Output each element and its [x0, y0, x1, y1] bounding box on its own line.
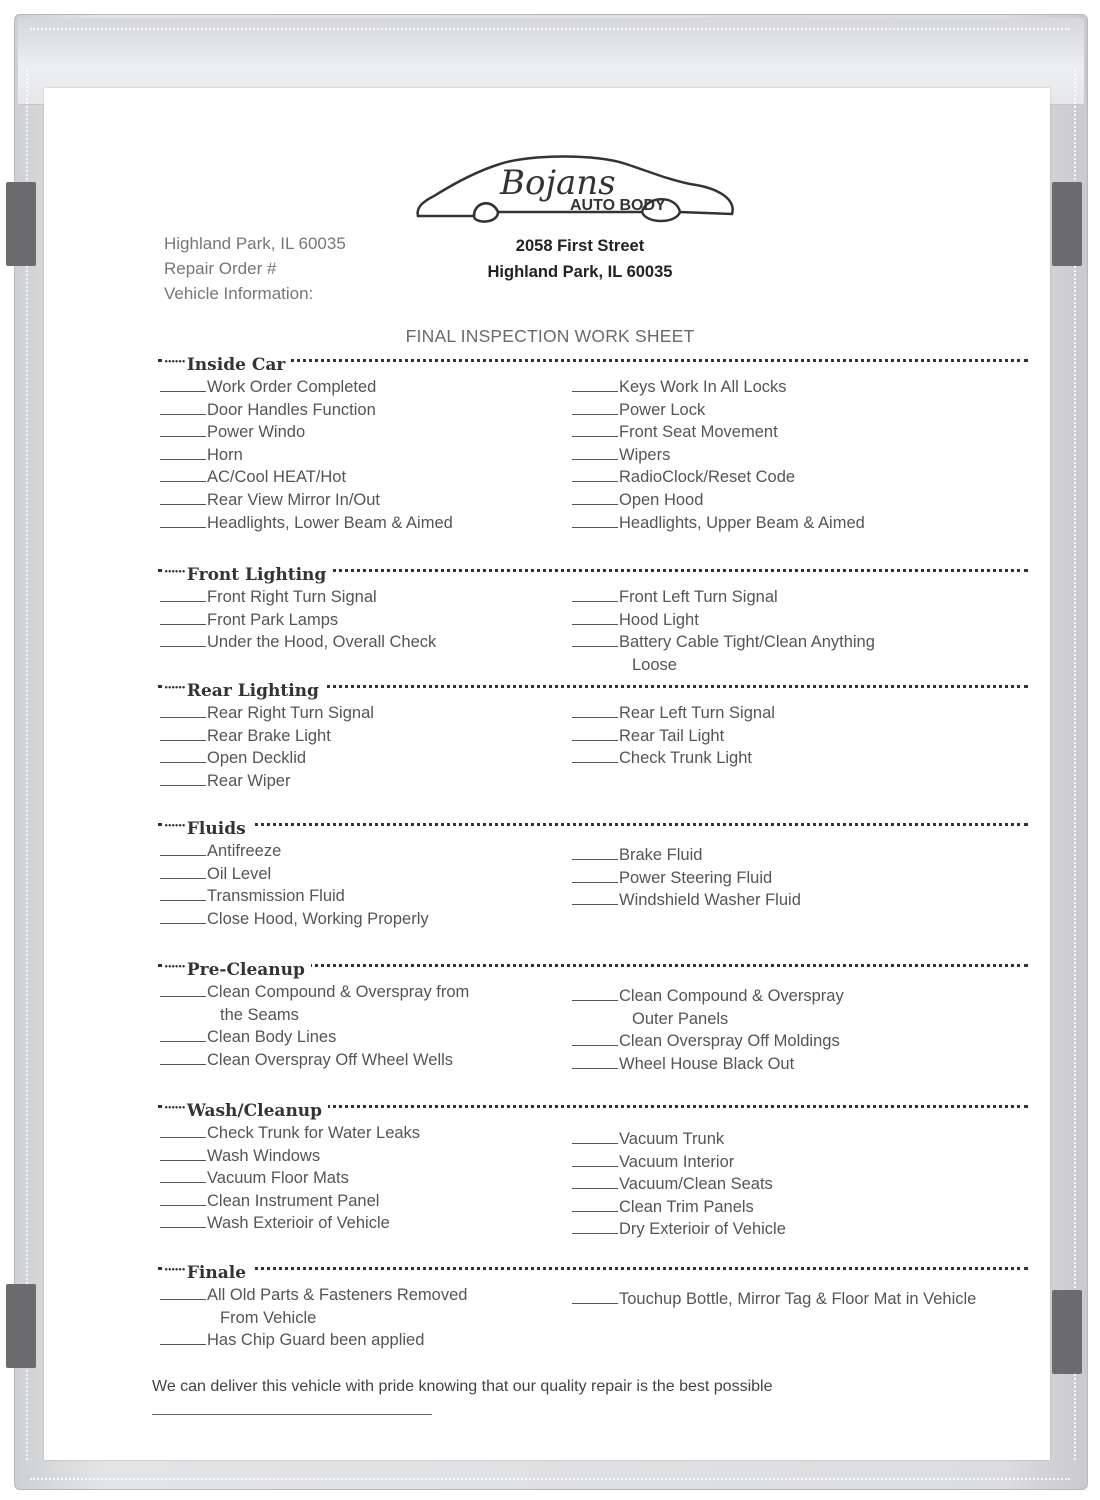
checklist-item-label: Rear Left Turn Signal: [619, 704, 775, 722]
magnet-strip-top-right: [1052, 182, 1082, 266]
checklist-item: [160, 725, 600, 748]
checklist-item-continuation: [160, 1307, 600, 1330]
checkbox-blank-line[interactable]: [160, 887, 206, 901]
checklist-item-label: Door Handles Function: [207, 400, 376, 419]
left-column: [160, 702, 600, 792]
checkbox-blank-line[interactable]: [572, 987, 618, 1001]
left-column: [160, 1122, 600, 1235]
checkbox-blank-line[interactable]: [572, 378, 618, 392]
checklist-item: [572, 1151, 1012, 1174]
checklist-item: [572, 444, 1012, 467]
checklist-item-label: Transmission Fluid: [207, 887, 345, 906]
checklist-item-label: From Vehicle: [220, 1308, 317, 1327]
checklist-item-label: Clean Compound & Overspray: [619, 987, 844, 1005]
checklist-item-label: Clean Instrument Panel: [207, 1191, 380, 1210]
checklist-item: [160, 1122, 600, 1145]
pride-statement: We can deliver this vehicle with pride knowing that our quality repair is the best possible: [152, 1378, 773, 1395]
right-column: [572, 376, 1012, 534]
left-column: [160, 1284, 600, 1352]
checklist-item: [572, 421, 1012, 444]
sleeve-stitch-top: [30, 28, 1070, 30]
checklist-item: [572, 609, 1012, 632]
checklist-item-label: RadioClock/Reset Code: [619, 468, 796, 487]
checklist-item: [160, 586, 600, 609]
checklist-item: [160, 885, 600, 908]
checklist-item-continuation: [160, 1004, 600, 1027]
section-title: •••••• Fluids: [162, 816, 252, 839]
right-column: [572, 586, 1012, 676]
street-address: 2058 First Street: [515, 237, 645, 255]
checklist-item: [160, 1145, 600, 1168]
checklist-item-label: Clean Overspray Off Moldings: [619, 1032, 840, 1051]
right-column: [572, 1128, 1012, 1241]
city-state-zip: Highland Park, IL 60035: [164, 234, 346, 253]
checklist-item: [160, 1026, 600, 1049]
left-column: [160, 586, 600, 654]
checklist-item-label: Battery Cable Tight/Clean Anything: [619, 633, 875, 652]
sheet-title: FINAL INSPECTION WORK SHEET: [405, 326, 695, 346]
checkbox-blank-line[interactable]: [160, 1147, 206, 1161]
checkbox-blank-line[interactable]: [160, 1051, 206, 1065]
checkbox-blank-line[interactable]: [160, 468, 206, 482]
checklist-item-label: Loose: [632, 655, 677, 674]
checklist-item-label: Rear Brake Light: [207, 726, 331, 745]
checklist-item-label: Clean Trim Panels: [619, 1197, 754, 1216]
checklist-item-label: Front Park Lamps: [207, 610, 339, 629]
checklist-item-label: Antifreeze: [207, 842, 282, 860]
checkbox-blank-line[interactable]: [572, 1130, 618, 1144]
checkbox-blank-line[interactable]: [160, 727, 206, 741]
checklist-item: [572, 489, 1012, 512]
checklist-item: [160, 1212, 600, 1235]
checkbox-blank-line[interactable]: [160, 1331, 206, 1345]
sleeve-stitch-left: [26, 70, 28, 1460]
checklist-item-label: Hood Light: [619, 610, 699, 629]
section-fluids: [158, 816, 1028, 928]
checkbox-blank-line[interactable]: [160, 611, 206, 625]
checkbox-blank-line[interactable]: [160, 749, 206, 763]
checklist-item-label: Clean Compound & Overspray from: [207, 983, 470, 1001]
checklist-item: [160, 399, 600, 422]
checklist-item-label: Has Chip Guard been applied: [207, 1331, 425, 1350]
section-wash-cleanup: [158, 1098, 1028, 1239]
repair-order-label: Repair Order #: [164, 259, 277, 278]
checkbox-blank-line[interactable]: [160, 1028, 206, 1042]
checklist-item: [160, 747, 600, 770]
checklist-item-label: All Old Parts & Fasteners Removed: [207, 1286, 468, 1304]
checklist-item: [160, 981, 600, 1004]
checklist-item-label: Vacuum Interior: [619, 1152, 735, 1171]
checklist-item: [572, 399, 1012, 422]
checkbox-blank-line[interactable]: [572, 423, 618, 437]
checklist-item: [160, 631, 600, 654]
checklist-item-label: Rear Right Turn Signal: [207, 704, 374, 722]
checkbox-blank-line[interactable]: [160, 1286, 206, 1300]
checklist-item: [160, 466, 600, 489]
city-address: Highland Park, IL 60035: [487, 263, 673, 281]
checklist-item: [572, 1288, 1012, 1311]
checklist-item-label: Touchup Bottle, Mirror Tag & Floor Mat in Vehicle: [619, 1290, 977, 1308]
checklist-item-label: Windshield Washer Fluid: [619, 891, 801, 910]
sleeve-stitch-right: [1074, 70, 1076, 1460]
checkbox-blank-line[interactable]: [160, 378, 206, 392]
section-pre-cleanup: [158, 957, 1028, 1073]
checklist-item: [572, 1128, 1012, 1151]
checklist-item-label: Vacuum/Clean Seats: [619, 1175, 773, 1194]
checklist-item: [160, 609, 600, 632]
checkbox-blank-line[interactable]: [572, 1032, 618, 1046]
checklist-item: [160, 702, 600, 725]
checklist-item-label: Vacuum Trunk: [619, 1130, 725, 1148]
checklist-item-label: Dry Exterioir of Vehicle: [619, 1220, 786, 1239]
right-column: [572, 1288, 1012, 1311]
checklist-item-label: Clean Body Lines: [207, 1028, 337, 1047]
checklist-item-label: Brake Fluid: [619, 846, 703, 864]
checkbox-blank-line[interactable]: [572, 704, 618, 718]
checkbox-blank-line[interactable]: [572, 514, 618, 528]
checklist-item-continuation: [572, 1008, 1012, 1031]
checklist-item-label: Wipers: [619, 445, 671, 464]
checklist-item: [572, 376, 1012, 399]
checklist-item: [572, 889, 1012, 912]
checklist-item-label: Front Right Turn Signal: [207, 588, 377, 606]
checklist-item: [572, 844, 1012, 867]
checkbox-blank-line[interactable]: [572, 1220, 618, 1234]
checkbox-blank-line[interactable]: [572, 401, 618, 415]
checklist-item: [160, 1190, 600, 1213]
checklist-item-label: Rear Wiper: [207, 771, 291, 790]
checkbox-blank-line[interactable]: [572, 1153, 618, 1167]
section-header: [158, 1260, 1028, 1282]
checklist-item: [572, 747, 1012, 770]
checkbox-blank-line[interactable]: [160, 423, 206, 437]
checklist-item: [160, 1049, 600, 1072]
bojans-auto-body-logo: [414, 152, 740, 226]
section-header: [158, 678, 1028, 700]
checklist-item-label: Rear View Mirror In/Out: [207, 490, 380, 509]
checkbox-blank-line[interactable]: [572, 1055, 618, 1069]
checklist-item-label: Open Hood: [619, 490, 704, 509]
section-title: •••••• Wash/Cleanup: [162, 1098, 328, 1121]
checklist-item: [160, 444, 600, 467]
section-header: [158, 957, 1028, 979]
section-inside-car: [158, 352, 1028, 532]
checkbox-blank-line[interactable]: [572, 869, 618, 883]
checkbox-blank-line[interactable]: [160, 704, 206, 718]
checklist-item-label: Wash Exterioir of Vehicle: [207, 1214, 390, 1233]
checkbox-blank-line[interactable]: [160, 446, 206, 460]
checklist-item-label: Front Left Turn Signal: [619, 588, 778, 606]
checklist-item: [160, 376, 600, 399]
magnet-strip-top-left: [6, 182, 36, 266]
checklist-item-label: Check Trunk for Water Leaks: [207, 1124, 421, 1142]
section-header: [158, 1098, 1028, 1120]
checklist-item-label: Headlights, Upper Beam & Aimed: [619, 513, 865, 532]
checklist-item-label: Wash Windows: [207, 1146, 321, 1165]
checklist-item-label: Power Windo: [207, 423, 306, 442]
checklist-item-label: Keys Work In All Locks: [619, 378, 787, 396]
checklist-item-label: Power Lock: [619, 400, 706, 419]
checklist-item: [572, 512, 1012, 535]
checklist-item: [572, 1053, 1012, 1076]
checklist-item: [572, 725, 1012, 748]
checkbox-blank-line[interactable]: [160, 514, 206, 528]
checklist-item: [160, 421, 600, 444]
checklist-item: [572, 1173, 1012, 1196]
checklist-item: [572, 1030, 1012, 1053]
checklist-item-continuation: [572, 654, 1012, 677]
checklist-item-label: Front Seat Movement: [619, 423, 778, 442]
checkbox-blank-line[interactable]: [572, 749, 618, 763]
section-title: •••••• Inside Car: [162, 352, 291, 375]
shop-address: [440, 233, 720, 285]
section-header: [158, 562, 1028, 584]
checkbox-blank-line[interactable]: [572, 611, 618, 625]
dotted-rule: [158, 1267, 1028, 1270]
checklist-item: [572, 586, 1012, 609]
sleeve-stitch-bottom: [30, 1478, 1070, 1480]
checklist-item: [572, 867, 1012, 890]
checklist-item-label: Work Order Completed: [207, 378, 377, 396]
checkbox-blank-line[interactable]: [572, 588, 618, 602]
checkbox-blank-line[interactable]: [160, 1124, 206, 1138]
right-column: [572, 985, 1012, 1075]
logo-name: Bojans: [500, 163, 616, 203]
checkbox-blank-line[interactable]: [160, 983, 206, 997]
checklist-item: [572, 985, 1012, 1008]
left-column: [160, 840, 600, 930]
checklist-item: [572, 1218, 1012, 1241]
dotted-rule: [158, 823, 1028, 826]
checkbox-blank-line[interactable]: [160, 910, 206, 924]
section-header: [158, 352, 1028, 374]
checklist-item: [160, 1284, 600, 1307]
checkbox-blank-line[interactable]: [160, 842, 206, 856]
section-header: [158, 816, 1028, 838]
checklist-item: [572, 1196, 1012, 1219]
magnet-strip-bottom-right: [1052, 1290, 1082, 1374]
checkbox-blank-line[interactable]: [160, 772, 206, 786]
checkbox-blank-line[interactable]: [572, 468, 618, 482]
checklist-item-label: Vacuum Floor Mats: [207, 1169, 349, 1188]
checklist-item-label: Close Hood, Working Properly: [207, 909, 429, 928]
checklist-item-label: Wheel House Black Out: [619, 1054, 795, 1073]
checklist-item-label: Headlights, Lower Beam & Aimed: [207, 513, 453, 532]
checklist-item-label: AC/Cool HEAT/Hot: [207, 468, 347, 487]
checkbox-blank-line[interactable]: [572, 891, 618, 905]
checkbox-blank-line[interactable]: [572, 846, 618, 860]
checkbox-blank-line[interactable]: [572, 1198, 618, 1212]
checklist-item: [160, 1329, 600, 1352]
checklist-item: [160, 863, 600, 886]
right-column: [572, 844, 1012, 912]
checkbox-blank-line[interactable]: [572, 727, 618, 741]
section-title: •••••• Finale: [162, 1260, 252, 1283]
checklist-item: [572, 631, 1012, 654]
section-rear-lighting: [158, 678, 1028, 790]
checklist-item-label: Oil Level: [207, 864, 272, 883]
logo-tagline: AUTO BODY: [570, 197, 666, 214]
right-column: [572, 702, 1012, 770]
checkbox-blank-line[interactable]: [572, 633, 618, 647]
section-title: •••••• Rear Lighting: [162, 678, 325, 701]
section-title: •••••• Front Lighting: [162, 562, 332, 585]
checkbox-blank-line[interactable]: [572, 1175, 618, 1189]
checkbox-blank-line[interactable]: [160, 1214, 206, 1228]
vehicle-information-label: Vehicle Information:: [164, 284, 314, 303]
section-title: •••••• Pre-Cleanup: [162, 957, 311, 980]
checklist-item: [572, 702, 1012, 725]
checklist-item-label: Clean Overspray Off Wheel Wells: [207, 1050, 454, 1069]
checklist-item: [160, 489, 600, 512]
checklist-item-label: Open Decklid: [207, 749, 307, 768]
checklist-item-label: Rear Tail Light: [619, 726, 725, 745]
checkbox-blank-line[interactable]: [160, 1169, 206, 1183]
checklist-item-label: Horn: [207, 445, 243, 464]
checklist-item: [572, 466, 1012, 489]
checkbox-blank-line[interactable]: [160, 1192, 206, 1206]
checkbox-blank-line[interactable]: [160, 491, 206, 505]
checklist-item-label: Outer Panels: [632, 1009, 729, 1028]
checklist-item: [160, 1167, 600, 1190]
section-front-lighting: [158, 562, 1028, 674]
customer-info-block: [164, 231, 346, 306]
checklist-item-label: Power Steering Fluid: [619, 868, 773, 887]
section-finale: [158, 1260, 1028, 1350]
left-column: [160, 981, 600, 1071]
signature-line[interactable]: [152, 1414, 432, 1415]
checkbox-blank-line[interactable]: [160, 865, 206, 879]
checklist-item: [160, 770, 600, 793]
checkbox-blank-line[interactable]: [572, 1290, 618, 1304]
checklist-item-label: Under the Hood, Overall Check: [207, 633, 437, 652]
left-column: [160, 376, 600, 534]
checklist-item: [160, 512, 600, 535]
checkbox-blank-line[interactable]: [572, 446, 618, 460]
checklist-item: [160, 908, 600, 931]
checklist-item: [160, 840, 600, 863]
checklist-item-label: Check Trunk Light: [619, 749, 752, 768]
checklist-item-label: the Seams: [220, 1005, 299, 1024]
checkbox-blank-line[interactable]: [160, 633, 206, 647]
checkbox-blank-line[interactable]: [160, 588, 206, 602]
checkbox-blank-line[interactable]: [572, 491, 618, 505]
magnet-strip-bottom-left: [6, 1284, 36, 1368]
checkbox-blank-line[interactable]: [160, 401, 206, 415]
